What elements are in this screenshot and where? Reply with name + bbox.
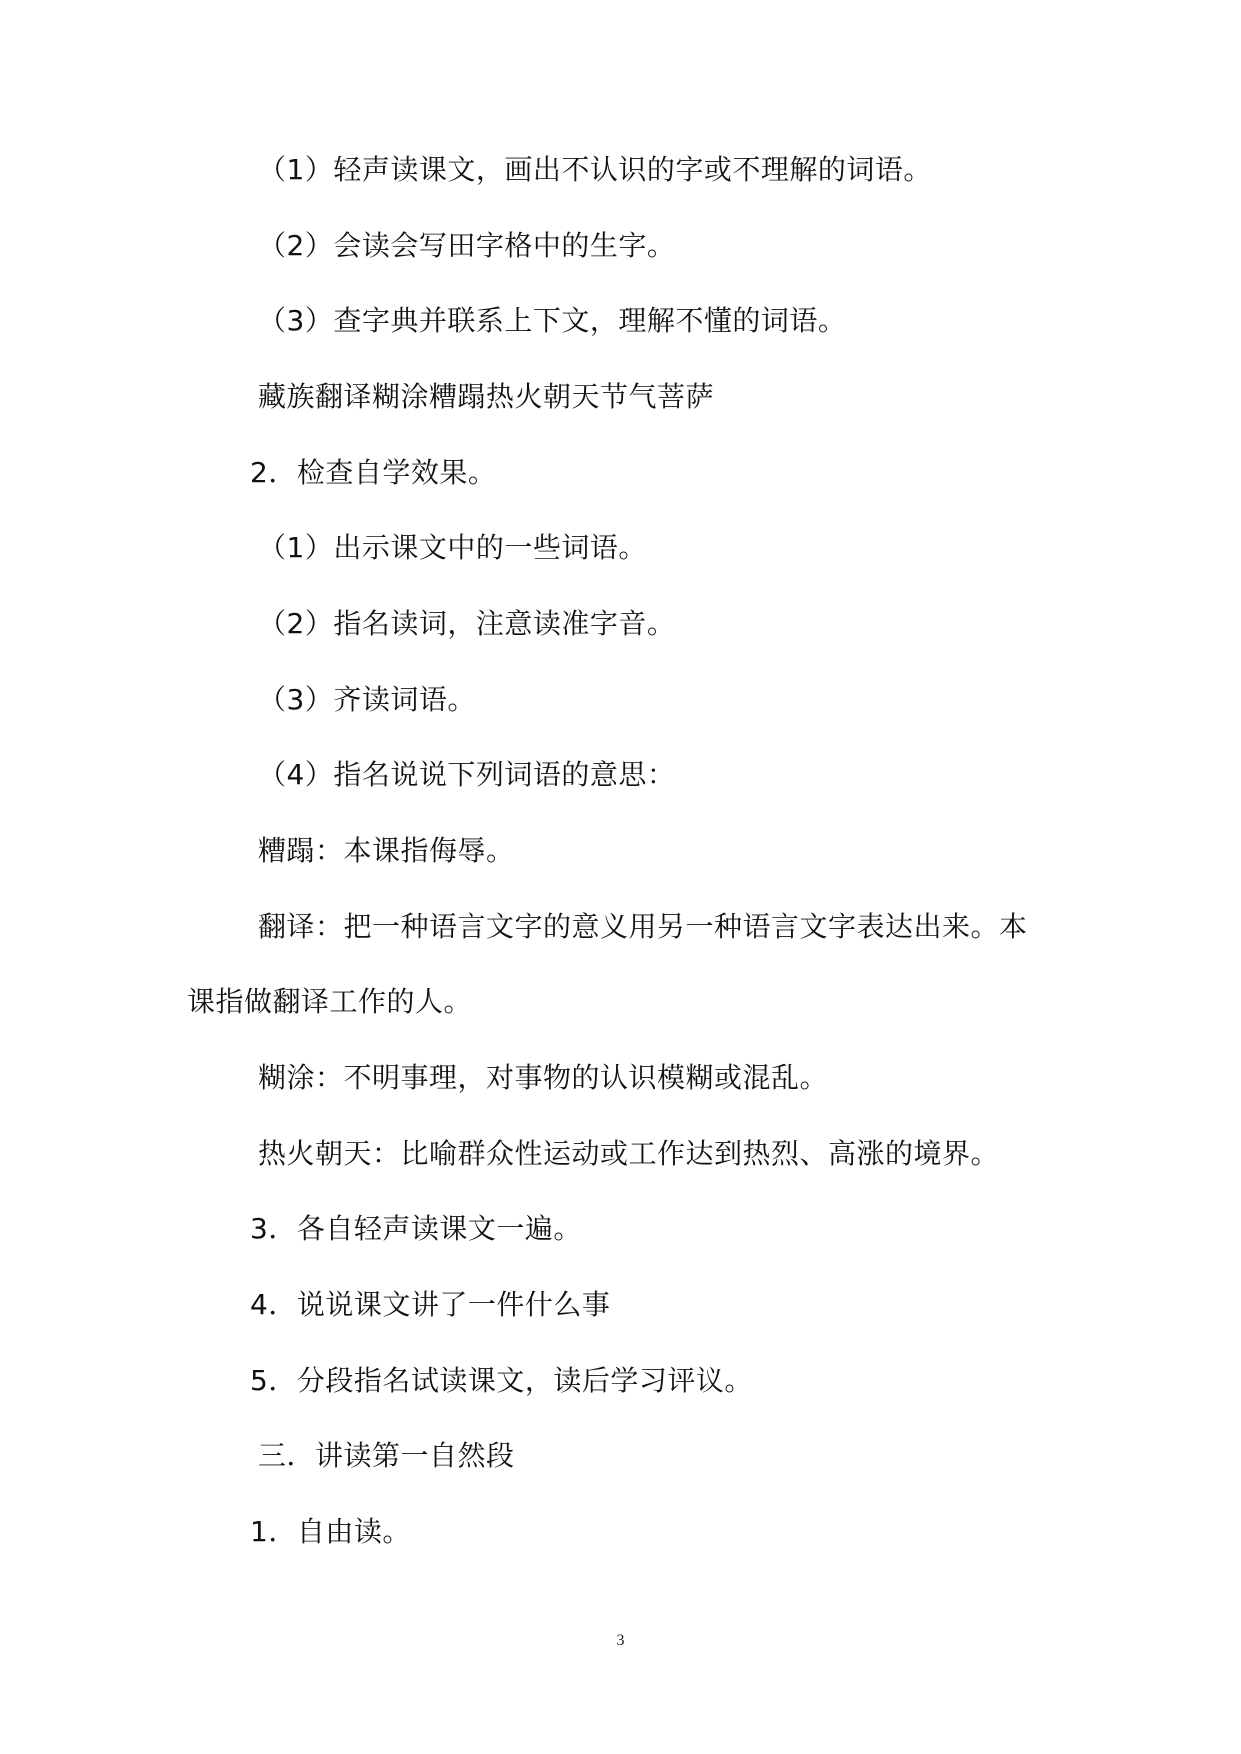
text-line: 藏族翻译糊涂糟蹋热火朝天节气菩萨: [258, 380, 715, 413]
text-line: 5．分段指名试读课文，读后学习评议。: [250, 1364, 753, 1397]
text-line: 2．检查自学效果。: [250, 456, 497, 489]
text-line: 糊涂：不明事理，对事物的认识模糊或混乱。: [258, 1061, 829, 1094]
text-line: （1）轻声读课文，画出不认识的字或不理解的词语。: [258, 153, 932, 186]
text-line: （3）查字典并联系上下文，理解不懂的词语。: [258, 304, 847, 337]
text-line: 1．自由读。: [250, 1515, 411, 1548]
text-line: 翻译：把一种语言文字的意义用另一种语言文字表达出来。本: [258, 910, 1028, 943]
text-line: （1）出示课文中的一些词语。: [258, 531, 647, 564]
text-line: 糟蹋：本课指侮辱。: [258, 834, 515, 867]
text-line: （2）会读会写田字格中的生字。: [258, 229, 676, 262]
section-heading: 三．讲读第一自然段: [258, 1439, 515, 1472]
text-line: 3．各自轻声读课文一遍。: [250, 1212, 582, 1245]
text-line: 4．说说课文讲了一件什么事: [250, 1288, 611, 1321]
text-line: （2）指名读词，注意读准字音。: [258, 607, 676, 640]
text-line: 课指做翻译工作的人。: [187, 985, 473, 1018]
text-line: （3）齐读词语。: [258, 683, 476, 716]
text-line: （4）指名说说下列词语的意思：: [258, 758, 676, 791]
text-line: 热火朝天：比喻群众性运动或工作达到热烈、高涨的境界。: [258, 1137, 1000, 1170]
page-number: 3: [616, 1632, 625, 1649]
